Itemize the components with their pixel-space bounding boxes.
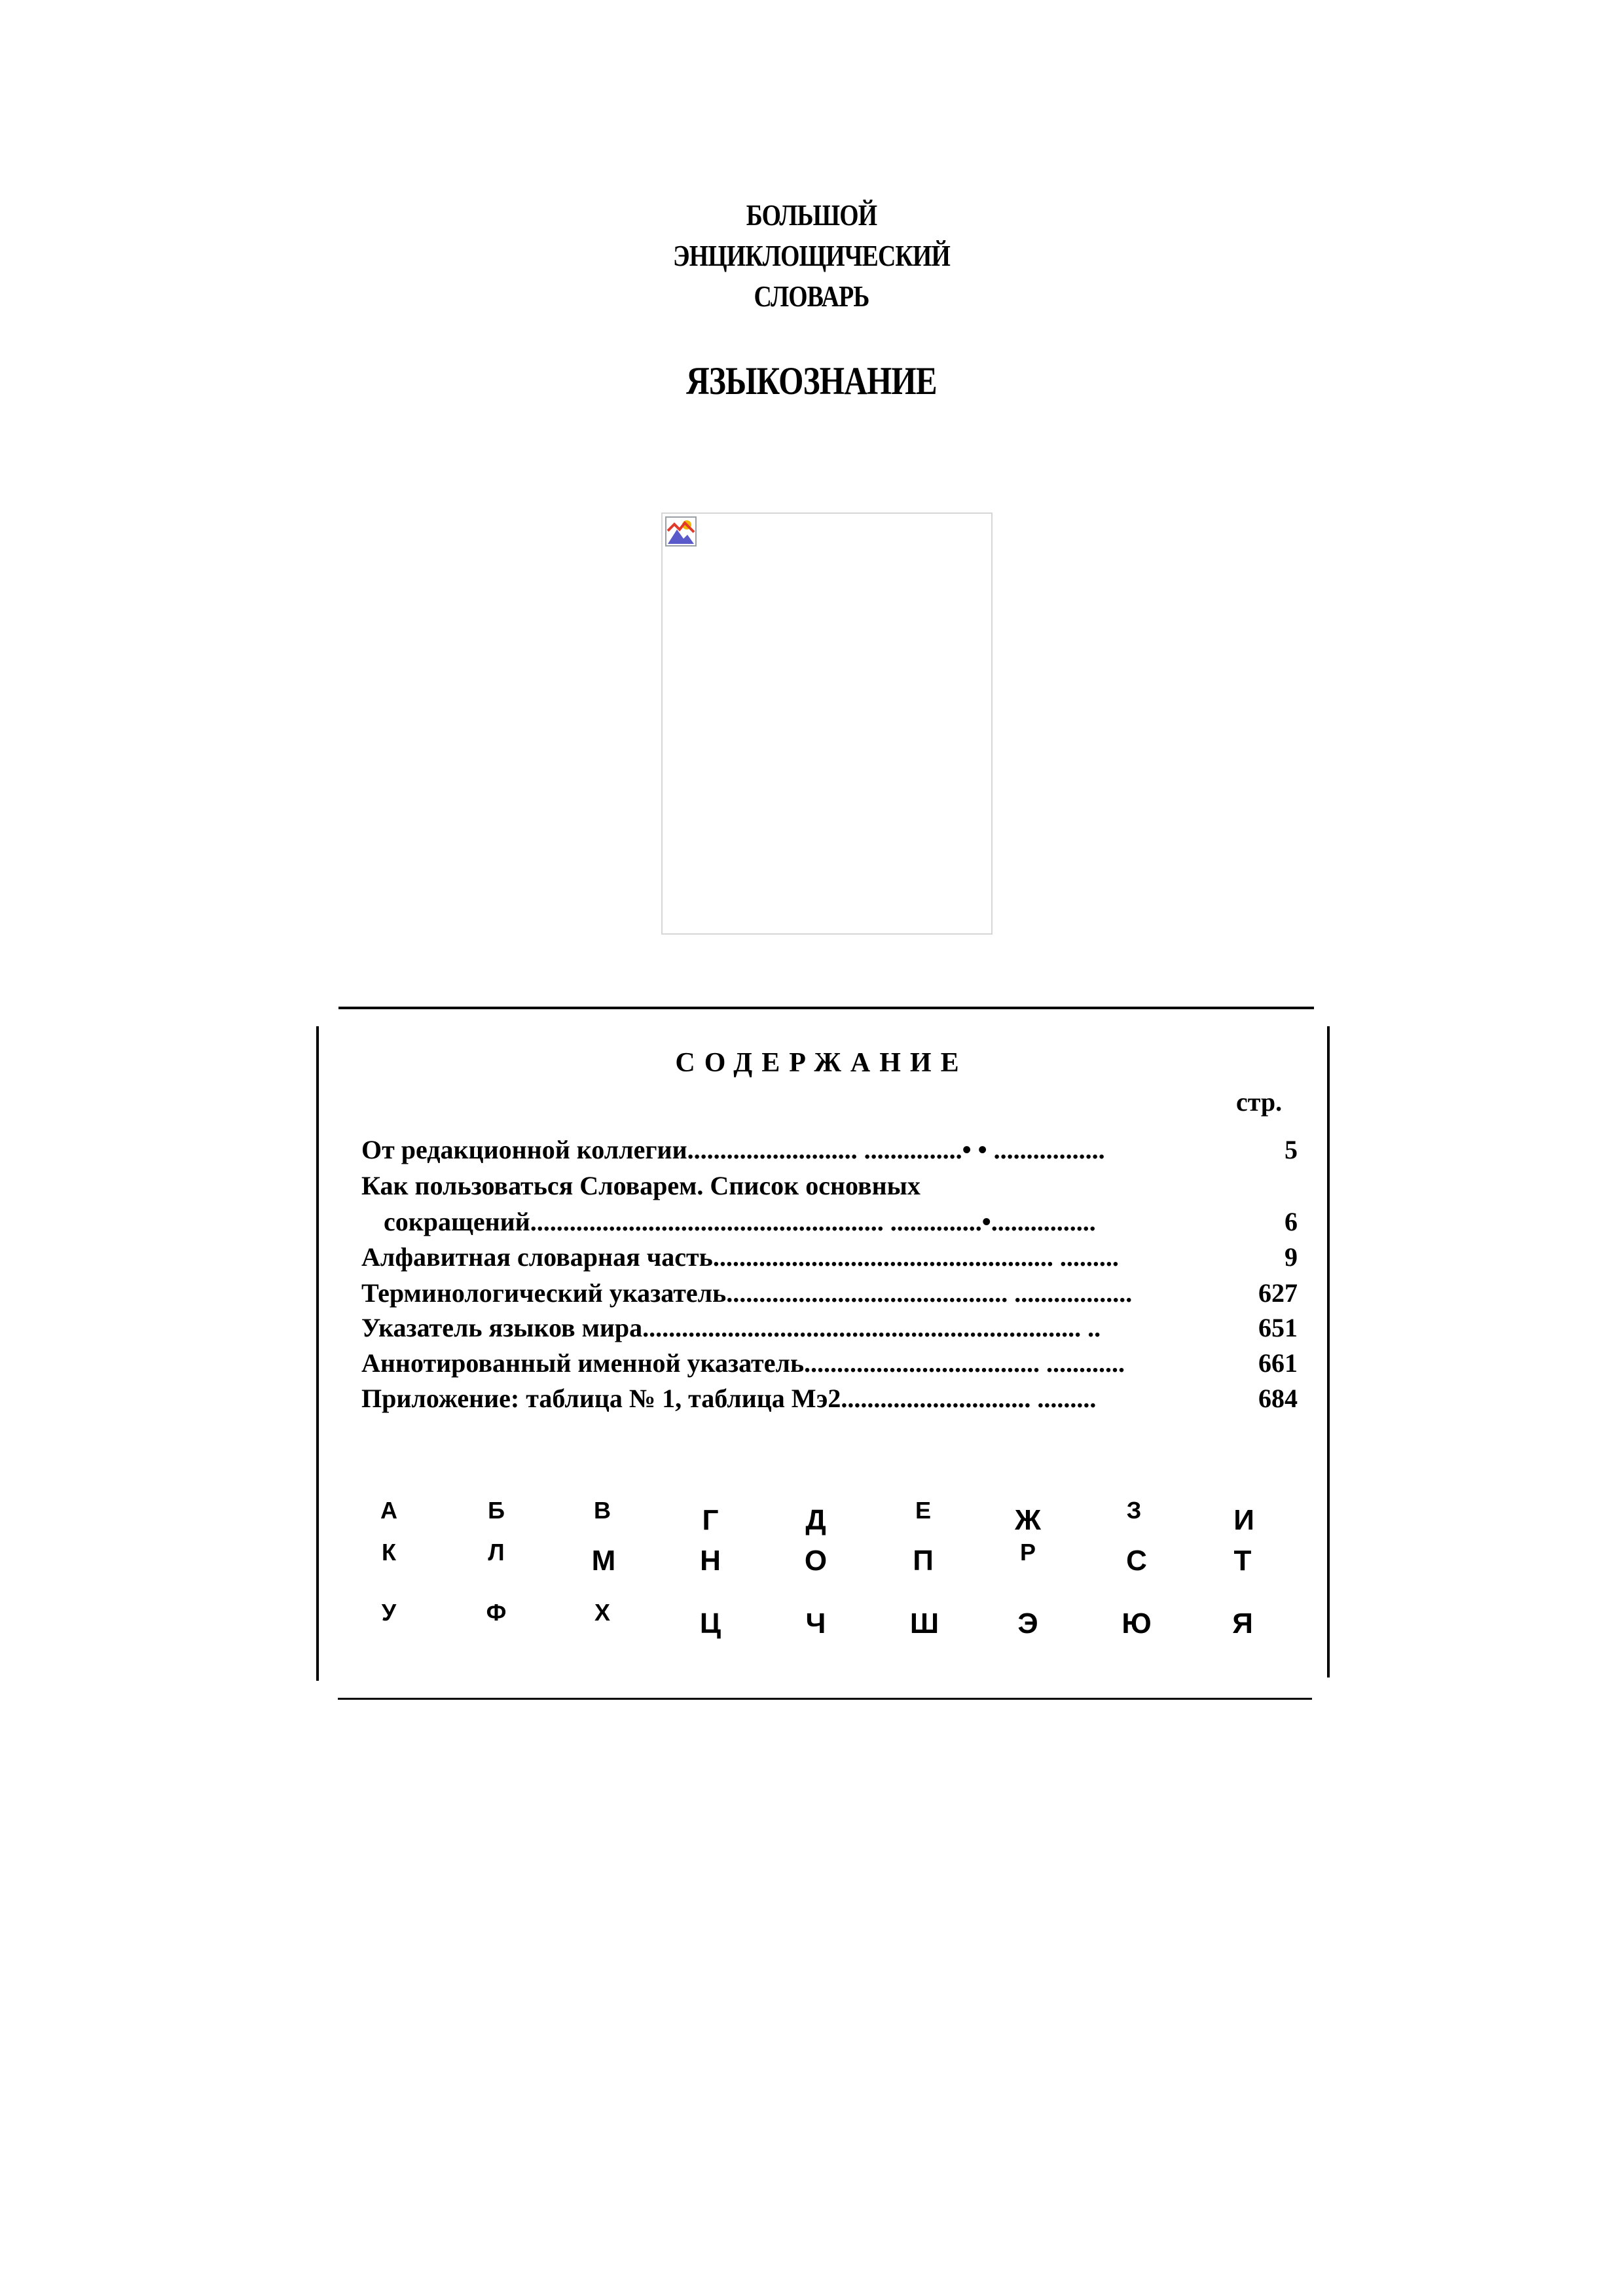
contents-left-rule	[316, 1026, 319, 1681]
toc-entry-label: сокращений...................................................... ..............•................	[384, 1207, 1096, 1236]
toc-entry[interactable]	[361, 1278, 1298, 1313]
toc-entry[interactable]	[361, 1348, 1298, 1383]
alphabet-letter[interactable]: Е	[915, 1497, 931, 1524]
toc-entry-label: Аннотированный именной указатель.................................... ............	[361, 1348, 1125, 1378]
toc-entry[interactable]	[361, 1242, 1298, 1277]
page-column-label: стр.	[1236, 1087, 1283, 1117]
toc-entry[interactable]	[361, 1170, 1298, 1206]
alphabet-letter[interactable]: Ц	[699, 1607, 721, 1640]
toc-entry-page: 651	[1258, 1313, 1298, 1342]
toc-entry-page: 661	[1258, 1348, 1298, 1378]
cover-image-placeholder	[661, 512, 993, 935]
alphabet-letter[interactable]: Н	[700, 1545, 721, 1577]
alphabet-letter[interactable]: О	[804, 1545, 828, 1577]
contents-top-rule	[338, 1007, 1314, 1009]
alphabet-letter[interactable]: Д	[805, 1504, 826, 1536]
toc-entry[interactable]	[361, 1134, 1298, 1170]
toc-entry[interactable]	[361, 1383, 1298, 1418]
contents-bottom-rule	[338, 1698, 1312, 1700]
alphabet-letter[interactable]: К	[382, 1539, 396, 1566]
alphabet-letter[interactable]: Ф	[486, 1599, 507, 1626]
toc-entry-label: От редакционной коллегии.......................... ...............• • .................	[361, 1135, 1105, 1164]
toc-entry-label: Как пользоваться Словарем. Список основных	[361, 1171, 921, 1200]
toc-entry-label: Указатель языков мира................................................................... ..	[361, 1313, 1101, 1342]
title-line-2: ЭНЦИКЛОЩИЧЕСКИЙ	[673, 239, 950, 272]
toc-entry-label: Терминологический указатель........................................... ..................	[361, 1278, 1133, 1308]
alphabet-letter[interactable]: Я	[1232, 1607, 1253, 1640]
toc-entry-page: 684	[1258, 1384, 1298, 1413]
toc-entry-label: Алфавитная словарная часть.................................................... .........	[361, 1242, 1119, 1272]
alphabet-letter[interactable]: Т	[1233, 1545, 1252, 1577]
toc-entry-page: 6	[1285, 1207, 1298, 1236]
toc-entry-page: 5	[1285, 1135, 1298, 1164]
alphabet-letter[interactable]: Х	[594, 1599, 610, 1626]
contents-heading: СОДЕРЖАНИЕ	[675, 1048, 968, 1078]
book-subject: ЯЗЫКОЗНАНИЕ	[686, 359, 937, 403]
title-line-1: БОЛЬШОЙ	[746, 198, 877, 232]
alphabet-letter[interactable]: Ч	[805, 1607, 826, 1640]
alphabet-letter[interactable]: А	[380, 1497, 397, 1524]
toc-entry-page: 627	[1258, 1278, 1298, 1308]
alphabet-letter[interactable]: Г	[702, 1504, 719, 1536]
toc-entry[interactable]	[361, 1206, 1298, 1242]
alphabet-letter[interactable]: М	[591, 1545, 616, 1577]
alphabet-letter[interactable]: Л	[488, 1539, 505, 1566]
alphabet-letter[interactable]: Ж	[1015, 1504, 1041, 1536]
alphabet-letter[interactable]: Ш	[909, 1607, 939, 1640]
toc-entry-label: Приложение: таблица № 1, таблица Мэ2............................. .........	[361, 1384, 1097, 1413]
toc-entry-page: 9	[1285, 1242, 1298, 1272]
alphabet-letter[interactable]: В	[594, 1497, 611, 1524]
alphabet-letter[interactable]: Ю	[1122, 1607, 1152, 1640]
title-line-3: СЛОВАРЬ	[754, 279, 869, 313]
alphabet-letter[interactable]: Р	[1019, 1539, 1036, 1566]
alphabet-letter[interactable]: Б	[488, 1497, 505, 1524]
alphabet-letter[interactable]: З	[1126, 1497, 1142, 1524]
alphabet-letter[interactable]: Э	[1017, 1607, 1038, 1640]
toc-entry[interactable]	[361, 1312, 1298, 1348]
book-title	[0, 195, 1623, 317]
contents-right-rule	[1327, 1026, 1330, 1677]
alphabet-letter[interactable]: И	[1233, 1504, 1254, 1536]
alphabet-letter[interactable]: У	[381, 1599, 397, 1626]
alphabet-letter[interactable]: П	[913, 1545, 934, 1577]
broken-image-icon	[665, 516, 697, 547]
alphabet-letter[interactable]: С	[1126, 1545, 1147, 1577]
